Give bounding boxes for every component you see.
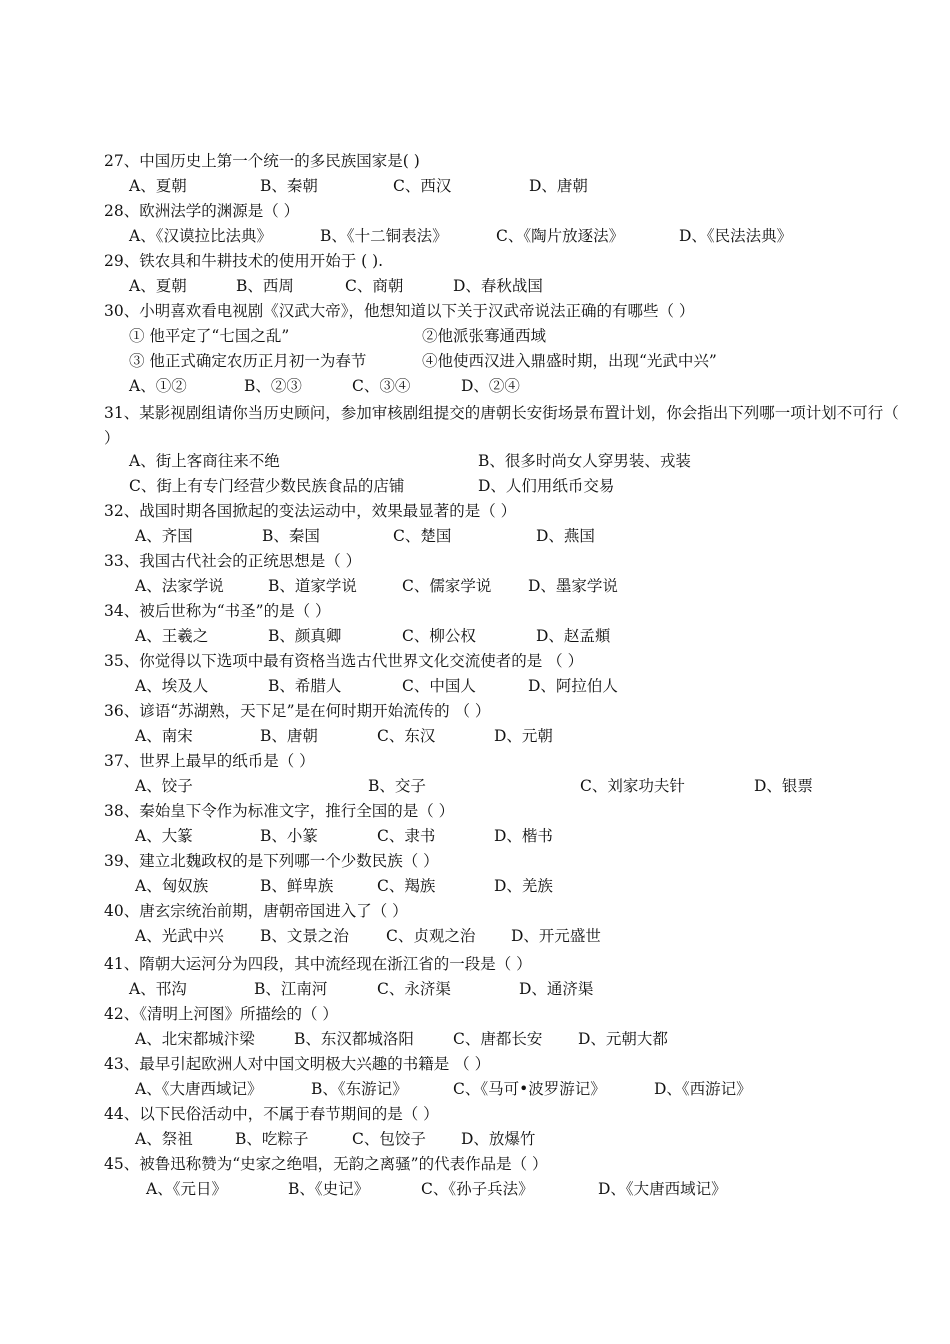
q33-option-b: B、道家学说 [268,577,357,595]
q31-option-d: D、人们用纸币交易 [478,477,615,495]
q45-option-d: D、《大唐西域记》 [598,1180,727,1198]
q42-option-d: D、元朝大都 [578,1030,668,1048]
q41-option-d: D、通济渠 [519,980,594,998]
q40-option-b: B、文景之治 [260,927,349,945]
q41-option-b: B、江南河 [254,980,328,998]
q37-option-a: A、饺子 [135,777,193,795]
q44-option-b: B、吃粽子 [235,1130,309,1148]
question-45: 45、被鲁迅称赞为“史家之绝唱，无韵之离骚”的代表作品是（ ） [104,1155,548,1173]
q36-option-d: D、元朝 [494,727,553,745]
question-44: 44、以下民俗活动中，不属于春节期间的是（ ） [104,1105,439,1123]
q34-option-d: D、赵孟頫 [536,627,611,645]
q34-option-b: B、颜真卿 [268,627,342,645]
q32-option-b: B、秦国 [262,527,320,545]
q39-option-b: B、鲜卑族 [260,877,334,895]
question-34: 34、被后世称为“书圣”的是（ ） [104,602,331,620]
q29-option-a: A、夏朝 [129,277,187,295]
q38-option-d: D、楷书 [494,827,553,845]
q35-option-d: D、阿拉伯人 [528,677,618,695]
question-36: 36、谚语“苏湖熟，天下足”是在何时期开始流传的 （ ） [104,702,491,720]
q28-option-c: C、《陶片放逐法》 [496,227,625,245]
question-31: 31、某影视剧组请你当历史顾问，参加审核剧组提交的唐朝长安街场景布置计划，你会指出下列哪一项计划不可行（ ） [104,404,899,447]
q45-option-b: B、《史记》 [288,1180,370,1198]
q41-option-a: A、邗沟 [129,980,187,998]
q44-option-a: A、祭祖 [135,1130,193,1148]
q40-option-a: A、光武中兴 [135,927,224,945]
q34-option-a: A、王羲之 [135,627,209,645]
question-28: 28、欧洲法学的渊源是（ ） [104,202,300,220]
q36-option-c: C、东汉 [377,727,436,745]
q30-option-a: A、①② [129,377,187,395]
q31-option-c: C、街上有专门经营少数民族食品的店铺 [129,477,405,495]
q33-option-a: A、法家学说 [135,577,224,595]
q45-option-a: A、《元日》 [146,1180,227,1198]
question-38: 38、秦始皇下令作为标准文字，推行全国的是（ ） [104,802,455,820]
question-33: 33、我国古代社会的正统思想是（ ） [104,552,362,570]
q43-option-b: B、《东游记》 [311,1080,408,1098]
q30-statement-2: ②他派张骞通西域 [422,327,547,345]
q38-option-b: B、小篆 [260,827,318,845]
q40-option-c: C、贞观之治 [386,927,476,945]
question-39: 39、建立北魏政权的是下列哪一个少数民族（ ） [104,852,439,870]
question-37: 37、世界上最早的纸币是（ ） [104,752,315,770]
q33-option-d: D、墨家学说 [528,577,618,595]
question-29: 29、铁农具和牛耕技术的使用开始于 ( ). [104,252,384,270]
q29-option-c: C、商朝 [345,277,404,295]
q42-option-c: C、唐都长安 [453,1030,543,1048]
q32-option-c: C、楚国 [393,527,452,545]
question-30: 30、小明喜欢看电视剧《汉武大帝》，他想知道以下关于汉武帝说法正确的有哪些（ ） [104,302,695,320]
question-40: 40、唐玄宗统治前期，唐朝帝国进入了（ ） [104,902,408,920]
question-41: 41、隋朝大运河分为四段，其中流经现在浙江省的一段是（ ） [104,955,532,973]
question-27: 27、中国历史上第一个统一的多民族国家是( ) [104,152,420,170]
q39-option-a: A、匈奴族 [135,877,209,895]
q27-option-c: C、西汉 [393,177,452,195]
q31-option-b: B、很多时尚女人穿男装、戎装 [478,452,691,470]
q27-option-d: D、唐朝 [529,177,588,195]
q40-option-d: D、开元盛世 [511,927,601,945]
q42-option-a: A、北宋都城汴梁 [135,1030,255,1048]
question-32: 32、战国时期各国掀起的变法运动中，效果最显著的是（ ） [104,502,517,520]
q27-option-a: A、夏朝 [129,177,187,195]
q39-option-d: D、羌族 [494,877,553,895]
q35-option-c: C、中国人 [402,677,476,695]
q38-option-c: C、隶书 [377,827,436,845]
q34-option-c: C、柳公权 [402,627,476,645]
q29-option-d: D、春秋战国 [453,277,543,295]
q28-option-d: D、《民法法典》 [679,227,793,245]
q32-option-d: D、燕国 [536,527,595,545]
q36-option-a: A、南宋 [135,727,193,745]
q30-statement-1: ① 他平定了“七国之乱” [129,327,290,345]
q30-statement-3: ③ 他正式确定农历正月初一为春节 [129,352,367,370]
q44-option-d: D、放爆竹 [461,1130,536,1148]
q43-option-a: A、《大唐西域记》 [135,1080,263,1098]
q30-statement-4: ④他使西汉进入鼎盛时期，出现“光武中兴” [422,352,717,370]
q30-option-c: C、③④ [352,377,411,395]
question-35: 35、你觉得以下选项中最有资格当选古代世界文化交流使者的是 （ ） [104,652,584,670]
q29-option-b: B、西周 [236,277,294,295]
q36-option-b: B、唐朝 [260,727,318,745]
q38-option-a: A、大篆 [135,827,193,845]
q39-option-c: C、羯族 [377,877,436,895]
q27-option-b: B、秦朝 [260,177,318,195]
q37-option-c: C、刘家功夫针 [580,777,685,795]
q33-option-c: C、儒家学说 [402,577,492,595]
q44-option-c: C、包饺子 [352,1130,426,1148]
q31-option-a: A、街上客商往来不绝 [129,452,280,470]
q37-option-d: D、银票 [754,777,813,795]
q28-option-a: A、《汉谟拉比法典》 [129,227,272,245]
q42-option-b: B、东汉都城洛阳 [294,1030,414,1048]
q32-option-a: A、齐国 [135,527,193,545]
question-42: 42、《清明上河图》所描绘的（ ） [104,1005,338,1023]
q28-option-b: B、《十二铜表法》 [320,227,448,245]
q35-option-a: A、埃及人 [135,677,209,695]
q41-option-c: C、永济渠 [377,980,451,998]
question-43: 43、最早引起欧洲人对中国文明极大兴趣的书籍是 （ ） [104,1055,491,1073]
q35-option-b: B、希腊人 [268,677,342,695]
q30-option-b: B、②③ [244,377,302,395]
q43-option-c: C、《马可•波罗游记》 [453,1080,606,1098]
q30-option-d: D、②④ [461,377,520,395]
q43-option-d: D、《西游记》 [654,1080,752,1098]
q45-option-c: C、《孙子兵法》 [421,1180,534,1198]
q37-option-b: B、交子 [368,777,426,795]
